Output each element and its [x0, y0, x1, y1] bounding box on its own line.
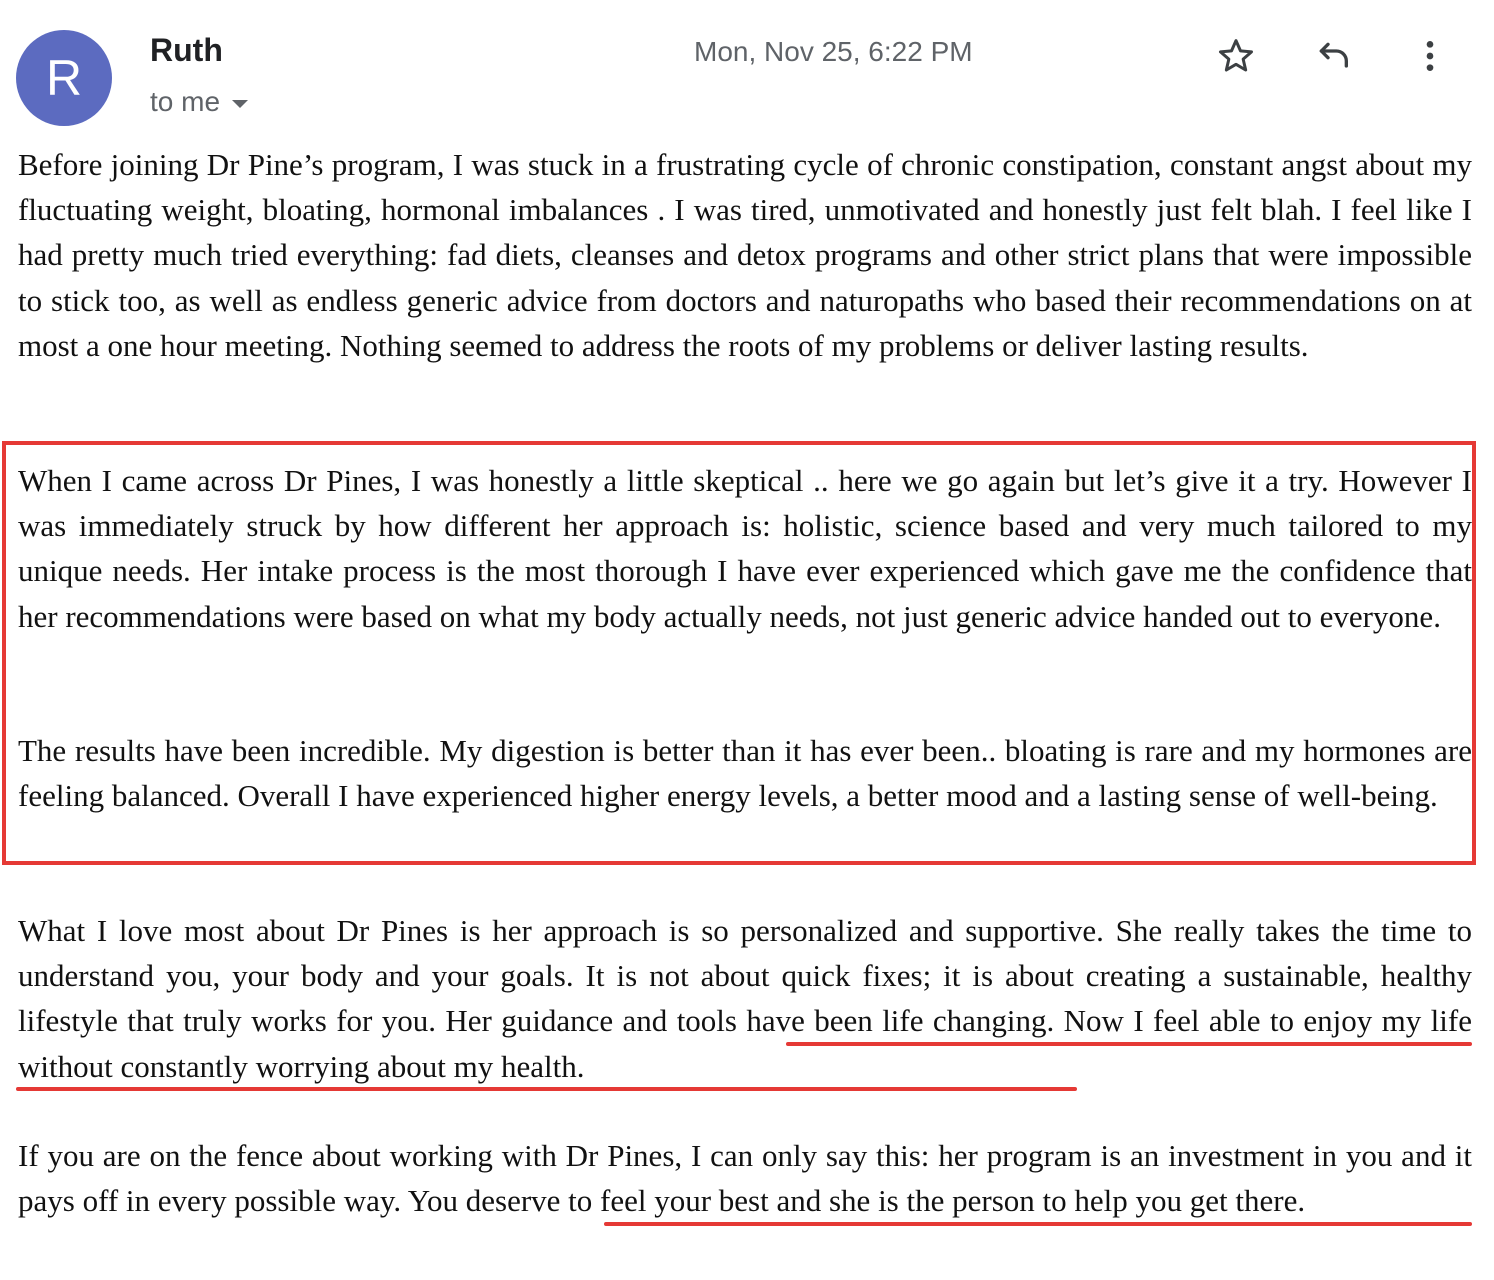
- message-paragraph-3: The results have been incredible. My digestion is better than it has ever been.. bloating is rare and my hormones are feeling balanced. Overall I have experienced higher energy levels, a better mood and a lasting sense of well-being.: [18, 733, 1472, 814]
- message-paragraph-1: Before joining Dr Pine’s program, I was stuck in a frustrating cycle of chronic constipation, constant angst about my fluctuating weight, bloating, hormonal imbalances . I was tired, unmotivated and honestly just felt blah. I feel like I had pretty much tried everything: fad diets, cleanses and detox programs and other strict plans that were impossible to stick too, as well as endless generic advice from doctors and naturopaths who based their recommendations on at most a one hour meeting. Nothing seemed to address the roots of my problems or deliver lasting results.: [18, 147, 1472, 363]
- avatar-letter: R: [45, 50, 83, 106]
- sender-avatar[interactable]: [16, 30, 112, 126]
- underline-mark: [786, 1042, 1472, 1046]
- star-button[interactable]: [1214, 34, 1258, 78]
- sender-name[interactable]: Ruth: [150, 32, 223, 68]
- more-vert-icon: [1410, 36, 1450, 76]
- reply-button[interactable]: [1311, 34, 1355, 78]
- message-paragraph-4: What I love most about Dr Pines is her approach is so personalized and supportive. She really takes the time to understand you, your body and your goals. It is not about quick fixes; it is about creating a sustainable, healthy lifestyle that truly works for you. Her guidance and tools have been life changing. Now I feel able to enjoy my life without constantly worrying about my health.: [18, 913, 1472, 1084]
- message-paragraph-2: When I came across Dr Pines, I was honestly a little skeptical .. here we go again but let’s give it a try. However I was immediately struck by how different her approach is: holistic, science based and very much tailored to my unique needs. Her intake process is the most thorough I have ever experienced which gave me the confidence that her recommendations were based on what my body actually needs, not just generic advice handed out to everyone.: [18, 463, 1472, 634]
- underline-mark: [16, 1087, 1077, 1091]
- recipient-label: to me: [150, 86, 221, 117]
- more-options-button[interactable]: [1408, 34, 1452, 78]
- message-paragraph-5: If you are on the fence about working with Dr Pines, I can only say this: her program is an investment in you and it pays off in every possible way. You deserve to feel your best and she is the person to help you get there.: [18, 1138, 1472, 1219]
- chevron-down-icon: [232, 100, 248, 108]
- recipient-dropdown[interactable]: [150, 86, 248, 118]
- underline-mark: [604, 1222, 1472, 1226]
- reply-icon: [1313, 36, 1353, 76]
- message-timestamp: Mon, Nov 25, 6:22 PM: [694, 36, 973, 67]
- star-icon: [1216, 36, 1256, 76]
- highlight-box: [2, 441, 1476, 865]
